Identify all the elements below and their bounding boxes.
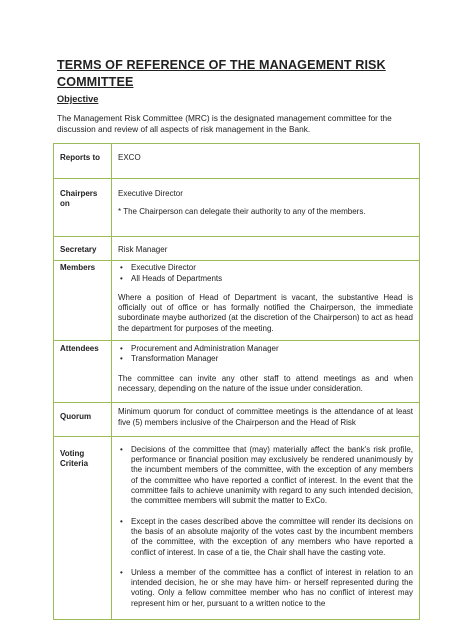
table-row-voting-criteria <box>54 436 420 619</box>
list-item: • Unless a member of the committee has a conflict of interest in relation to an intended decision, he or she may have him- or herself represented during the voting. Only a fellow committee member who has no conflict of interest may represent him or her, pursuant to a written notice to the <box>118 568 413 609</box>
table-row-quorum <box>54 403 420 437</box>
members-label: Members <box>54 261 112 341</box>
quorum-value: Minimum quorum for conduct of committee meetings is the attendance of at least five (5) members inclusive of the Chairperson and the Head of Risk <box>112 403 420 437</box>
table-row-reports-to <box>54 144 420 179</box>
objective-heading: Objective <box>57 94 99 104</box>
table-row-attendees <box>54 341 420 403</box>
secretary-label: Secretary <box>54 237 112 261</box>
terms-table <box>53 143 420 620</box>
list-item: • Except in the cases described above the committee will render its decisions on the basis of an absolute majority of the votes cast by the incumbent members of the committee, with the exception of any members who have reported a conflict of interest. In case of a tie, the Chair shall have the casting vote. <box>118 517 413 558</box>
members-cell <box>112 261 420 341</box>
members-list <box>118 263 413 284</box>
document-title: TERMS OF REFERENCE OF THE MANAGEMENT RISK COMMITTEE <box>57 58 386 89</box>
attendees-list <box>118 344 413 365</box>
members-note: Where a position of Head of Department is vacant, the substantive Head is officially out of office or has formally notified the Chairperson, the immediate subordinate maybe authorized (at the discretion of the Chairperson) to act as head the department for purposes of the meeting. <box>118 292 413 333</box>
chairperson-cell <box>112 179 420 237</box>
attendees-cell <box>112 341 420 403</box>
quorum-label: Quorum <box>54 403 112 437</box>
list-item: • Procurement and Administration Manager <box>118 344 413 354</box>
list-item: • Decisions of the committee that (may) materially affect the bank's risk profile, performance or financial position may exclusively be rendered unanimously by the incumbent members of the committee, with the exception of any members of the committee who have reported a conflict of interest. In the event that the committee fails to achieve unanimity with regard to any such intended decision, the committee members will submit the matter to ExCo. <box>118 445 413 507</box>
list-item: • All Heads of Departments <box>118 274 413 284</box>
attendees-note: The committee can invite any other staff to attend meetings as and when necessary, depending on the nature of the issue under consideration. <box>118 373 413 393</box>
chairperson-label: Chairpers on <box>54 179 112 237</box>
table-row-members <box>54 261 420 341</box>
chairperson-note: * The Chairperson can delegate their authority to any of the members. <box>118 207 366 217</box>
list-item: • Executive Director <box>118 263 413 273</box>
table-row-secretary <box>54 237 420 261</box>
reports-to-value: EXCO <box>112 144 420 179</box>
table-row-chairperson <box>54 179 420 237</box>
objective-paragraph: The Management Risk Committee (MRC) is the designated management committee for the discussion and review of all aspects of risk management in the Bank. <box>57 113 392 135</box>
attendees-label: Attendees <box>54 341 112 403</box>
voting-criteria-label: Voting Criteria <box>54 436 112 619</box>
secretary-value: Risk Manager <box>112 237 420 261</box>
list-item: • Transformation Manager <box>118 354 413 364</box>
voting-criteria-list <box>118 445 413 609</box>
voting-criteria-cell <box>112 436 420 619</box>
reports-to-label: Reports to <box>54 144 112 179</box>
chairperson-value: Executive Director <box>118 189 183 198</box>
